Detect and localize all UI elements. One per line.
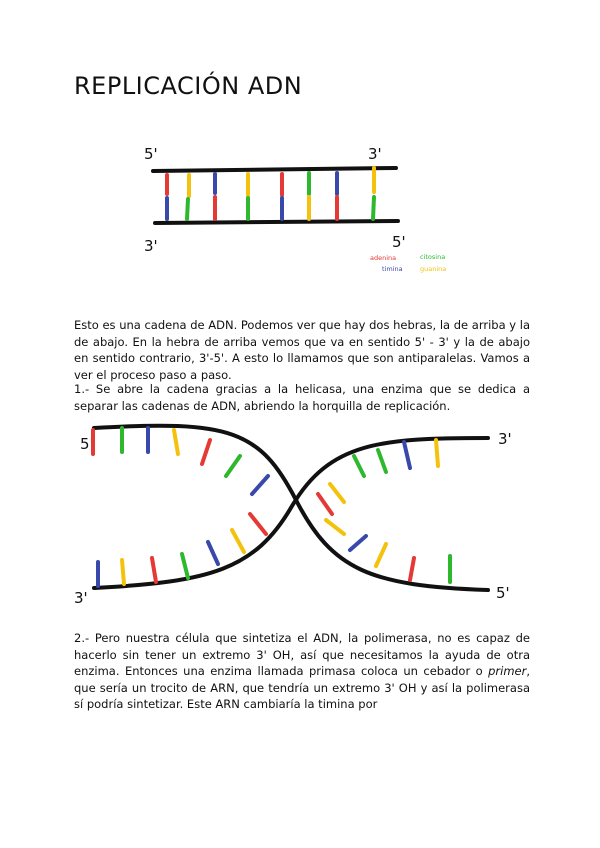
replication-fork-diagram xyxy=(60,410,540,620)
fork-base-24 xyxy=(410,558,414,580)
fork-base-11 xyxy=(182,554,188,578)
base-pair-2-bottom xyxy=(187,199,188,219)
base-pairs xyxy=(167,168,374,219)
fork-base-22 xyxy=(350,536,366,550)
page-title: REPLICACIÓN ADN xyxy=(74,72,303,100)
bases-legend xyxy=(370,253,446,273)
legend-citosina: citosina xyxy=(420,253,446,261)
label-3prime-bottom-left: 3' xyxy=(144,237,158,255)
fork-base-20 xyxy=(436,440,438,466)
label-5prime-bottom-right: 5' xyxy=(392,233,406,251)
label-3prime-bottom-left: 3' xyxy=(74,589,88,607)
label-5prime-top-left: 5' xyxy=(80,435,94,453)
label-3prime-top-right: 3' xyxy=(498,430,512,448)
label-5prime-top-left: 5' xyxy=(144,145,158,163)
fork-base-7 xyxy=(252,476,268,494)
fork-base-14 xyxy=(250,514,266,534)
top-strand xyxy=(153,168,396,171)
fork-base-13 xyxy=(232,530,244,552)
paragraph-step-1: 1.- Se abre la cadena gracias a la helicasa, una enzima que se dedica a separar las cadenas de ADN, abriendo la horquilla de replicación. xyxy=(74,382,530,413)
paragraph-step-2 xyxy=(74,630,530,713)
fork-base-6 xyxy=(226,456,240,476)
fork-base-4 xyxy=(174,430,178,454)
fork-base-12 xyxy=(208,542,218,564)
fork-bases xyxy=(93,428,450,586)
fork-base-17 xyxy=(354,456,364,476)
primer-term: primer xyxy=(488,664,527,678)
fork-base-10 xyxy=(152,558,156,582)
fork-base-9 xyxy=(122,560,124,584)
legend-timina: timina xyxy=(382,265,403,273)
fork-base-18 xyxy=(378,450,386,472)
fork-base-21 xyxy=(326,520,344,534)
fork-base-15 xyxy=(318,494,332,514)
paragraph-intro: Esto es una cadena de ADN. Podemos ver que hay dos hebras, la de arriba y la de abajo. En la hebra de arriba vemos que va en sentido 5' - 3' y la de abajo en sentido contrario, 3'-5'. A esto lo llamamos que son antiparalelas. Vamos a ver el proceso paso a paso. xyxy=(74,318,530,382)
fork-base-23 xyxy=(376,544,386,566)
label-5prime-bottom-right: 5' xyxy=(496,584,510,602)
legend-adenina: adenina xyxy=(370,254,397,262)
legend-guanina: guanina xyxy=(420,265,447,273)
bottom-strand xyxy=(155,221,398,223)
fork-base-5 xyxy=(202,440,210,464)
fork-base-19 xyxy=(404,442,410,468)
label-3prime-top-right: 3' xyxy=(368,145,382,163)
paragraph-step-2-part-b: , que sería un trocito de ARN, que tendría un extremo 3' OH y así la polimerasa sí podría sintetizar. Este ARN cambiaría la timina por xyxy=(74,664,530,711)
dna-strand-diagram xyxy=(130,135,470,285)
base-pair-8-bottom xyxy=(373,197,374,219)
fork-base-16 xyxy=(330,484,344,502)
paragraph-step-2-part-a: 2.- Pero nuestra célula que sintetiza el ADN, la polimerasa, no es capaz de hacerlo sin tener un extremo 3' OH, así que necesitamos la ayuda de otra enzima. Entonces una enzima llamada primasa coloca un cebador o xyxy=(74,631,530,678)
